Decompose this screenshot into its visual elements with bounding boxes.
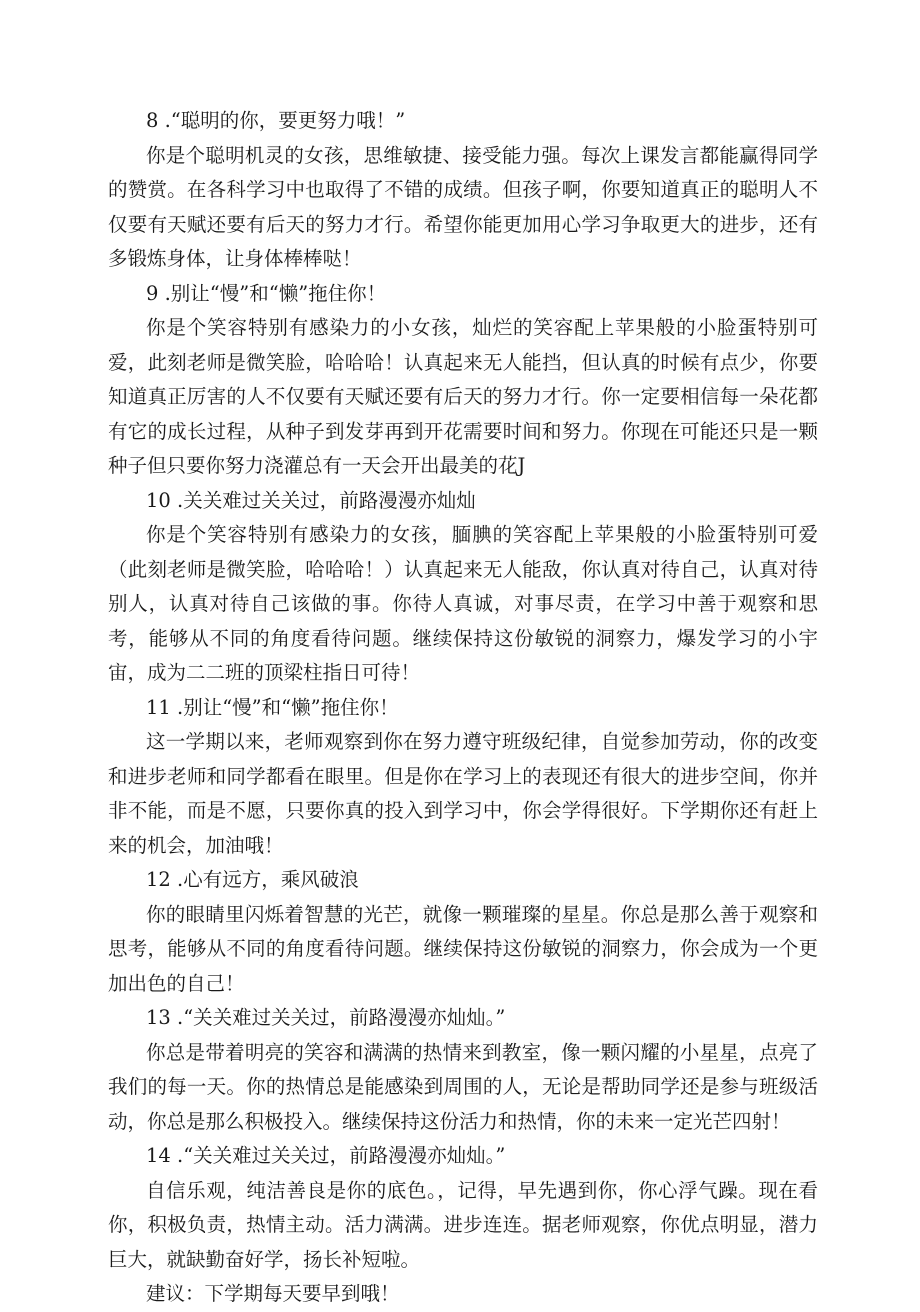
comment-heading: 14 .“关关难过关关过，前路漫漫亦灿灿。”	[146, 1144, 506, 1167]
comment-heading: 9 .别让“慢”和“懒”拖住你！	[146, 281, 387, 305]
comment-heading: 12 .心有远方，乘风破浪	[146, 868, 359, 891]
suggestion-line: 建议：下学期每天要早到哦！	[146, 1282, 400, 1305]
comment-paragraph: 自信乐观，纯洁善良是你的底色。，记得，早先遇到你，你心浮气躁。现在看你，积极负责，热情主动。活力满满。进步连连。据老师观察，你优点明显，潜力巨大，就缺勤奋好学，扬长补短啦。	[108, 1178, 818, 1271]
comment-heading: 11 .别让“慢”和“懒”拖住你！	[146, 695, 399, 719]
comment-heading: 10 .关关难过关关过，前路漫漫亦灿灿	[146, 488, 476, 512]
comment-paragraph: 你总是带着明亮的笑容和满满的热情来到教室，像一颗闪耀的小星星，点亮了我们的每一天。你的热情总是能感染到周围的人，无论是帮助同学还是参与班级活动，你总是那么积极投入。继续保持这份活力和热情，你的未来一定光芒四射！	[108, 1040, 818, 1133]
comment-heading: 13 .“关关难过关关过，前路漫漫亦灿灿。”	[146, 1006, 506, 1029]
comment-paragraph: 你是个笑容特别有感染力的小女孩，灿烂的笑容配上苹果般的小脸蛋特别可爱，此刻老师是微笑脸，哈哈哈！认真起来无人能挡，但认真的时候有点少，你要知道真正厉害的人不仅要有天赋还要有后天的努力才行。你一定要相信每一朵花都有它的成长过程，从种子到发芽再到开花需要时间和努力。你现在可能还只是一颗种子但只要你努力浇灌总有一天会开出最美的花J	[108, 316, 818, 477]
comment-paragraph: 你的眼睛里闪烁着智慧的光芒，就像一颗璀璨的星星。你总是那么善于观察和思考，能够从不同的角度看待问题。继续保持这份敏锐的洞察力，你会成为一个更加出色的自己！	[108, 902, 818, 995]
comment-item-9	[108, 277, 818, 484]
comment-paragraph: 你是个笑容特别有感染力的女孩，腼腆的笑容配上苹果般的小脸蛋特别可爱（此刻老师是微笑脸，哈哈哈！）认真起来无人能敌，你认真对待自己，认真对待别人，认真对待自己该做的事。你待人真诚，对事尽责，在学习中善于观察和思考，能够从不同的角度看待问题。继续保持这份敏锐的洞察力，爆发学习的小宇宙，成为二二班的顶梁柱指日可待！	[108, 523, 818, 684]
comment-paragraph: 你是个聪明机灵的女孩，思维敏捷、接受能力强。每次上课发言都能赢得同学的赞赏。在各科学习中也取得了不错的成绩。但孩子啊，你要知道真正的聪明人不仅要有天赋还要有后天的努力才行。希望你能更加用心学习争取更大的进步，还有多锻炼身体，让身体棒棒哒！	[108, 143, 818, 270]
comment-item-14	[108, 1139, 818, 1277]
comment-item-10	[108, 484, 818, 691]
comment-heading: 8 .“聪明的你，要更努力哦！”	[146, 109, 406, 132]
comment-item-8	[108, 104, 818, 277]
comment-paragraph: 这一学期以来，老师观察到你在努力遵守班级纪律，自觉参加劳动，你的改变和进步老师和同学都看在眼里。但是你在学习上的表现还有很大的进步空间，你并非不能，而是不愿，只要你真的投入到学习中，你会学得很好。下学期你还有赶上来的机会，加油哦！	[108, 730, 818, 857]
comment-item-11	[108, 691, 818, 864]
comment-item-13	[108, 1001, 818, 1139]
comment-item-12	[108, 863, 818, 1001]
document-body	[108, 104, 818, 1312]
